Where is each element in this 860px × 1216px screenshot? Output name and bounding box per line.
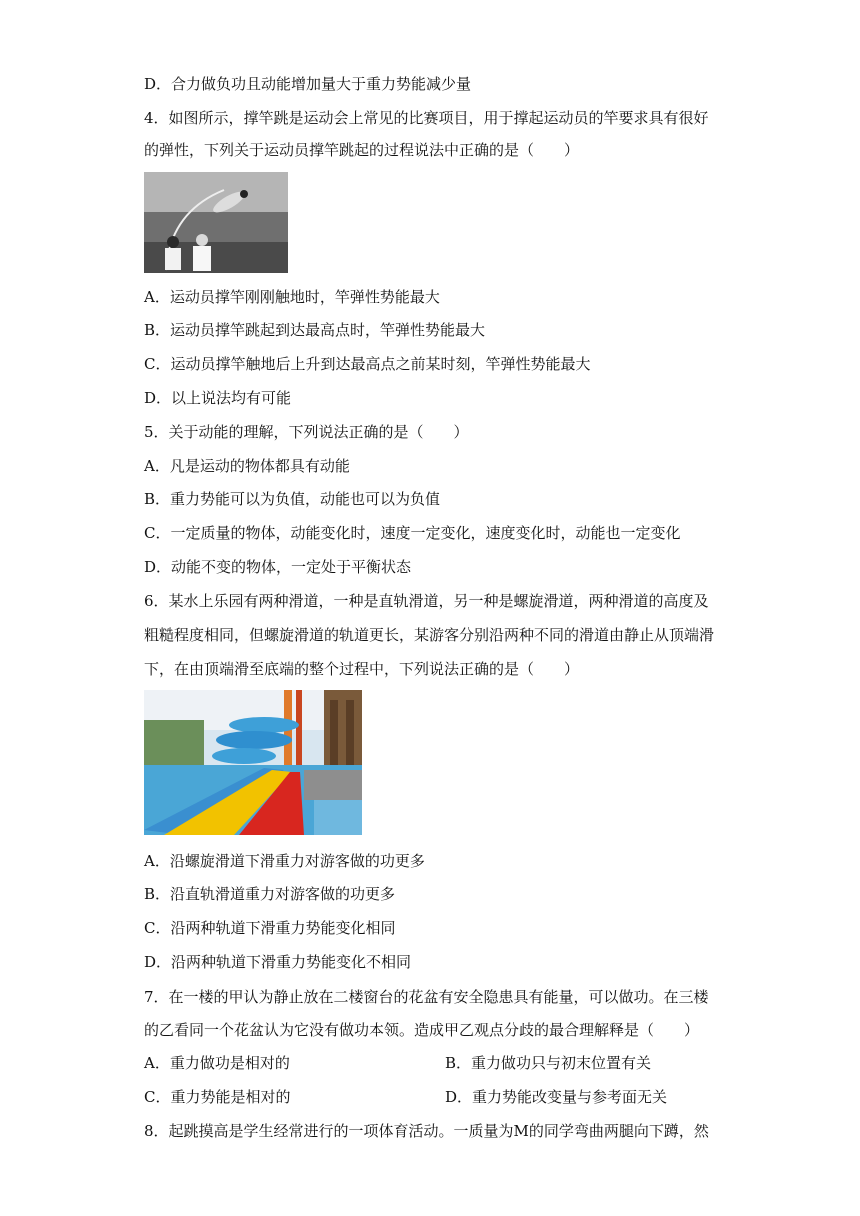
q6-option-a: A．沿螺旋滑道下滑重力对游客做的功更多 <box>144 852 425 870</box>
q5-option-b: B．重力势能可以为负值，动能也可以为负值 <box>144 490 441 508</box>
q7-option-d: D．重力势能改变量与参考面无关 <box>445 1088 668 1106</box>
q4-option-c: C．运动员撑竿触地后上升到达最高点之前某时刻，竿弹性势能最大 <box>144 355 591 373</box>
q7-stem-line-2: 的乙看同一个花盆认为它没有做功本领。造成甲乙观点分歧的最合理解释是（ ） <box>144 1021 700 1039</box>
q6-stem-line-2: 粗糙程度相同，但螺旋滑道的轨道更长，某游客分别沿两种不同的滑道由静止从顶端滑 <box>144 626 715 644</box>
q6-option-c: C．沿两种轨道下滑重力势能变化相同 <box>144 919 396 937</box>
q3-option-d: D．合力做负功且动能增加量大于重力势能减少量 <box>144 75 472 93</box>
q4-stem-line-1: 4．如图所示，撑竿跳是运动会上常见的比赛项目，用于撑起运动员的竿要求具有很好 <box>144 109 709 127</box>
q4-option-d: D．以上说法均有可能 <box>144 389 292 407</box>
water-slide-photo <box>144 690 362 835</box>
q6-option-b: B．沿直轨滑道重力对游客做的功更多 <box>144 885 396 903</box>
q5-option-a: A．凡是运动的物体都具有动能 <box>144 457 350 475</box>
q4-option-b: B．运动员撑竿跳起到达最高点时，竿弹性势能最大 <box>144 321 486 339</box>
q5-option-c: C．一定质量的物体，动能变化时，速度一定变化，速度变化时，动能也一定变化 <box>144 524 681 542</box>
q6-stem-line-3: 下，在由顶端滑至底端的整个过程中，下列说法正确的是（ ） <box>144 660 580 678</box>
pole-vault-photo <box>144 172 288 273</box>
q4-stem-line-2: 的弹性，下列关于运动员撑竿跳起的过程说法中正确的是（ ） <box>144 141 580 159</box>
q7-stem-line-1: 7．在一楼的甲认为静止放在二楼窗台的花盆有安全隐患具有能量，可以做功。在三楼 <box>144 988 709 1006</box>
q6-option-d: D．沿两种轨道下滑重力势能变化不相同 <box>144 953 412 971</box>
q7-option-a: A．重力做功是相对的 <box>144 1054 290 1072</box>
q7-option-b: B．重力做功只与初末位置有关 <box>445 1054 652 1072</box>
q5-option-d: D．动能不变的物体，一定处于平衡状态 <box>144 558 412 576</box>
q6-stem-line-1: 6．某水上乐园有两种滑道，一种是直轨滑道，另一种是螺旋滑道，两种滑道的高度及 <box>144 592 709 610</box>
q8-stem-line-1: 8．起跳摸高是学生经常进行的一项体育活动。一质量为M的同学弯曲两腿向下蹲，然 <box>144 1122 709 1140</box>
q4-option-a: A．运动员撑竿刚刚触地时，竿弹性势能最大 <box>144 288 440 306</box>
q7-option-c: C．重力势能是相对的 <box>144 1088 291 1106</box>
q5-stem: 5．关于动能的理解，下列说法正确的是（ ） <box>144 423 469 441</box>
